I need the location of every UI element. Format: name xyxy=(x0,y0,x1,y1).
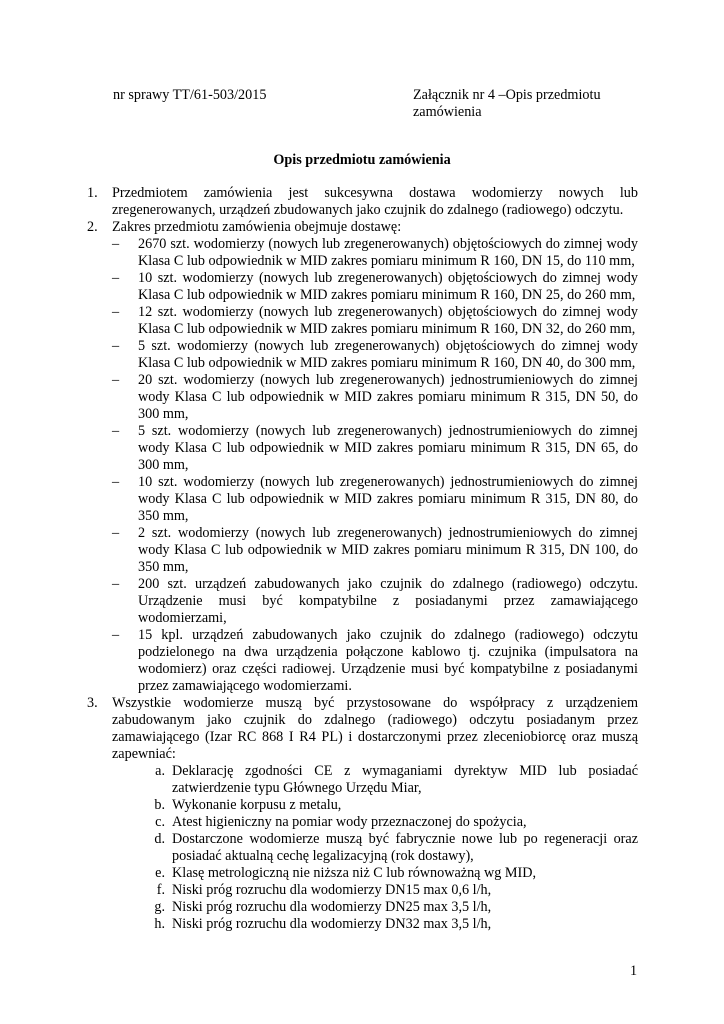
dash-bullet: – xyxy=(112,236,120,252)
attachment-label xyxy=(413,87,643,121)
list-item: – 12 szt. wodomierzy (nowych lub zregenerowanych) objętościowych do zimnej wody Klasa C lub odpowiednik w MID zakres pomiaru minimum R 160, DN 32, do 260 mm, xyxy=(112,304,638,337)
list-item: g. Niski próg rozruchu dla wodomierzy DN25 max 3,5 l/h, xyxy=(144,899,638,916)
list-item: e. Klasę metrologiczną nie niższa niż C lub równoważną wg MID, xyxy=(144,865,638,882)
attachment-line-1: Załącznik nr 4 –Opis przedmiotu xyxy=(413,87,601,103)
list-item: – 10 szt. wodomierzy (nowych lub zregenerowanych) objętościowych do zimnej wody Klasa C lub odpowiednik w MID zakres pomiaru minimum R 160, DN 25, do 260 mm, xyxy=(112,270,638,303)
section-2 xyxy=(87,219,638,695)
list-item: – 5 szt. wodomierzy (nowych lub zregenerowanych) objętościowych do zimnej wody Klasa C lub odpowiednik w MID zakres pomiaru minimum R 160, DN 40, do 300 mm, xyxy=(112,338,638,371)
requirements-list xyxy=(87,763,638,933)
list-item: h. Niski próg rozruchu dla wodomierzy DN32 max 3,5 l/h, xyxy=(144,916,638,933)
dash-bullet: – xyxy=(112,525,120,541)
dash-bullet: – xyxy=(112,576,120,592)
list-letter: f. xyxy=(156,882,165,898)
section-body xyxy=(112,219,638,695)
list-item: f. Niski próg rozruchu dla wodomierzy DN15 max 0,6 l/h, xyxy=(144,882,638,899)
page-title: Opis przedmiotu zamówienia xyxy=(273,152,451,168)
list-item: – 20 szt. wodomierzy (nowych lub zregenerowanych) jednostrumieniowych do zimnej wody Klasa C lub odpowiednik w MID zakres pomiaru minimum R 315, DN 50, do 300 mm, xyxy=(112,372,638,422)
list-item: d. Dostarczone wodomierze muszą być fabrycznie nowe lub po regeneracji oraz posiadać aktualną cechę legalizacyjną (rok dostawy), xyxy=(144,831,638,865)
supply-list xyxy=(112,236,638,695)
list-item: c. Atest higieniczny na pomiar wody przeznaczonej do spożycia, xyxy=(144,814,638,831)
dash-bullet: – xyxy=(112,338,120,354)
case-number: nr sprawy TT/61-503/2015 xyxy=(113,87,267,103)
list-item: a. Deklarację zgodności CE z wymaganiami dyrektyw MID lub posiadać zatwierdzenie typu Głównego Urzędu Miar, xyxy=(144,763,638,797)
section-text: Zakres przedmiotu zamówienia obejmuje dostawę: xyxy=(112,219,402,235)
list-item: – 200 szt. urządzeń zabudowanych jako czujnik do zdalnego (radiowego) odczytu. Urządzenie musi być kompatybilne z posiadanymi przez zamawiającego wodomierzami, xyxy=(112,576,638,626)
dash-bullet: – xyxy=(112,372,120,388)
dash-bullet: – xyxy=(112,304,120,320)
attachment-line-2: zamówienia xyxy=(413,104,482,120)
section-text: Przedmiotem zamówienia jest sukcesywna dostawa wodomierzy nowych lub zregenerowanych, urządzeń zbudowanych jako czujnik do zdalnego (radiowego) odczytu. xyxy=(112,185,638,218)
section-number: 1. xyxy=(87,185,98,201)
dash-bullet: – xyxy=(112,423,120,439)
list-letter: h. xyxy=(154,916,165,932)
dash-bullet: – xyxy=(112,270,120,286)
list-item: – 5 szt. wodomierzy (nowych lub zregenerowanych) jednostrumieniowych do zimnej wody Klasa C lub odpowiednik w MID zakres pomiaru minimum R 315, DN 65, do 300 mm, xyxy=(112,423,638,473)
document-body xyxy=(87,185,638,933)
dash-bullet: – xyxy=(112,474,120,490)
section-text: Wszystkie wodomierze muszą być przystosowane do współpracy z urządzeniem zabudowanym jako czujnik do zdalnego (radiowego) odczytu posiadanym przez zamawiającego (Izar RC 868 I R4 PL) i dostarczonymi przez zleceniobiorcę oraz muszą zapewniać: xyxy=(112,695,638,762)
section-1 xyxy=(87,185,638,219)
section-3 xyxy=(87,695,638,763)
list-letter: d. xyxy=(154,831,165,847)
section-number: 2. xyxy=(87,219,98,235)
list-item: – 15 kpl. urządzeń zabudowanych jako czujnik do zdalnego (radiowego) odczytu podzielonego na dwa urządzenia połączone kablowo tj. czujnika (impulsatora na wodomierz) oraz części radiowej. Urządzenie musi być kompatybilne z posiadanymi przez zamawiającego wodomierzami. xyxy=(112,627,638,694)
list-item: – 2 szt. wodomierzy (nowych lub zregenerowanych) jednostrumieniowych do zimnej wody Klasa C lub odpowiednik w MID zakres pomiaru minimum R 315, DN 100, do 350 mm, xyxy=(112,525,638,575)
list-letter: e. xyxy=(155,865,165,881)
list-item: – 2670 szt. wodomierzy (nowych lub zregenerowanych) objętościowych do zimnej wody Klasa C lub odpowiednik w MID zakres pomiaru minimum R 160, DN 15, do 110 mm, xyxy=(112,236,638,269)
list-letter: b. xyxy=(154,797,165,813)
dash-bullet: – xyxy=(112,627,120,643)
list-item: – 10 szt. wodomierzy (nowych lub zregenerowanych) jednostrumieniowych do zimnej wody Klasa C lub odpowiednik w MID zakres pomiaru minimum R 315, DN 80, do 350 mm, xyxy=(112,474,638,524)
list-letter: c. xyxy=(155,814,165,830)
page-number: 1 xyxy=(630,963,638,979)
section-number: 3. xyxy=(87,695,98,711)
list-item: b. Wykonanie korpusu z metalu, xyxy=(144,797,638,814)
list-letter: a. xyxy=(155,763,165,779)
list-letter: g. xyxy=(154,899,165,915)
